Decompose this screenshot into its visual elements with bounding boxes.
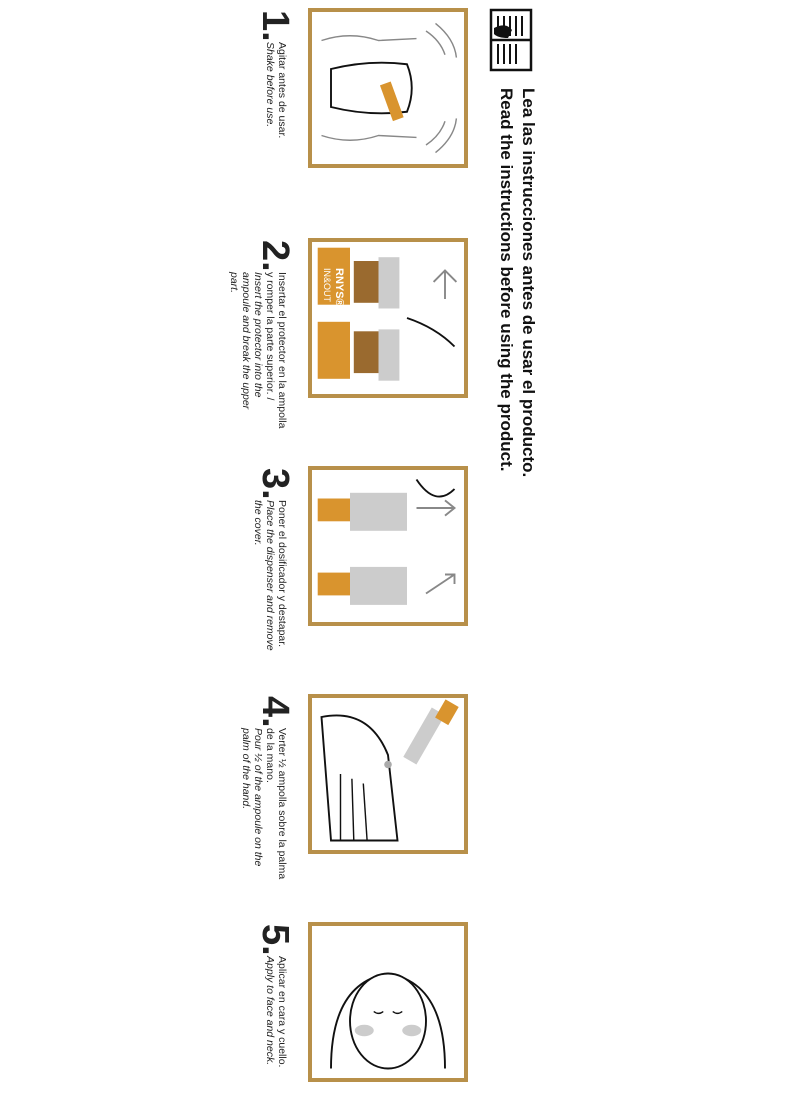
step-1-illustration (308, 8, 468, 168)
step-3-number: 3. (254, 468, 296, 500)
step-5-text (264, 956, 288, 1116)
step-2-number: 2. (254, 240, 296, 272)
step-3-text-es: Poner el dosificador y destapar. (276, 500, 288, 648)
header-title-es: Lea las instrucciones antes de usar el producto. (519, 88, 538, 478)
step-2-text-en: Insert the protector into the ampoule and break the upper part. (228, 272, 264, 410)
step-1-text-es: Agitar antes de usar. (276, 42, 288, 139)
step-4-text (240, 728, 288, 888)
ampoule-label-top: RNYS® (333, 268, 345, 307)
step-4-text-en: Pour ½ of the ampoule on the palm of the hand. (240, 728, 264, 867)
step-5-illustration (308, 922, 468, 1082)
step-3-text-en: Place the dispenser and remove the cover. (252, 500, 276, 651)
step-1-number: 1. (254, 10, 296, 42)
book-hand-icon (488, 8, 534, 72)
step-4-illustration (308, 694, 468, 854)
step-3-illustration (308, 466, 468, 626)
step-4-number: 4. (254, 696, 296, 728)
step-2-illustration (308, 238, 468, 398)
step-3-text (252, 500, 288, 660)
step-2-text (228, 272, 288, 432)
step-4-text-es: Verter ½ ampolla sobre la palma de la mano. (264, 728, 288, 880)
step-5-text-es: Aplicar en cara y cuello. (276, 956, 288, 1068)
step-1-text-en: Shake before use. (264, 42, 276, 128)
step-1-text (264, 42, 288, 202)
step-5-text-en: Apply to face and neck. (264, 956, 276, 1066)
header-title-en: Read the instructions before using the product. (497, 88, 516, 472)
step-2-text-es: Insertar el protector en la ampolla y romper la parte superior. / (264, 272, 288, 429)
ampoule-label-bottom: IN&OUT (322, 268, 332, 303)
step-5-number: 5. (254, 924, 296, 956)
